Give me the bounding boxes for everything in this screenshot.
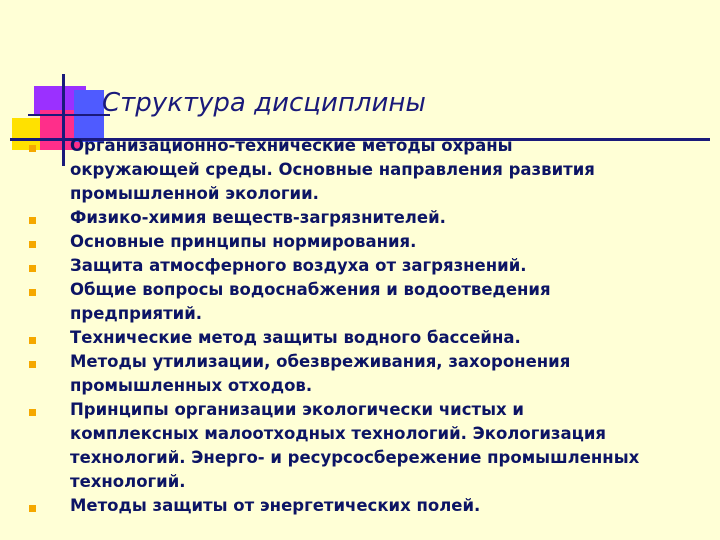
list-item [20, 350, 710, 398]
list-item [20, 134, 710, 206]
list-item-text: Защита атмосферного воздуха от загрязнений. [70, 256, 527, 275]
list-item-text: Общие вопросы водоснабжения и водоотведения предприятий. [70, 280, 551, 323]
bullet-icon [29, 361, 36, 368]
bullet-icon [29, 265, 36, 272]
list-item-text: Физико-химия веществ-загрязнителей. [70, 208, 446, 227]
list-item-text: Методы утилизации, обезвреживания, захоронения промышленных отходов. [70, 352, 571, 395]
list-item [20, 398, 710, 494]
list-item [20, 494, 710, 518]
list-item [20, 254, 710, 278]
list-item-text: Технические метод защиты водного бассейна. [70, 328, 521, 347]
topic-list [20, 134, 710, 518]
list-item [20, 230, 710, 254]
list-item-text: Принципы организации экологически чистых и комплексных малоотходных технологий. Экологизация технологий. Энерго- и ресурсосбережение промышленных технологий. [70, 400, 640, 491]
list-item [20, 278, 710, 326]
bullet-icon [29, 145, 36, 152]
list-item [20, 326, 710, 350]
list-item [20, 206, 710, 230]
bullet-icon [29, 505, 36, 512]
list-item-text: Методы защиты от энергетических полей. [70, 496, 481, 515]
bullet-icon [29, 337, 36, 344]
bullet-icon [29, 289, 36, 296]
bullet-icon [29, 409, 36, 416]
decorative-line-short [28, 114, 110, 116]
slide-title: Структура дисциплины [102, 88, 426, 118]
bullet-icon [29, 241, 36, 248]
list-item-text: Организационно-технические методы охраны окружающей среды. Основные направления развития промышленной экологии. [70, 136, 595, 203]
list-item-text: Основные принципы нормирования. [70, 232, 417, 251]
bullet-icon [29, 217, 36, 224]
